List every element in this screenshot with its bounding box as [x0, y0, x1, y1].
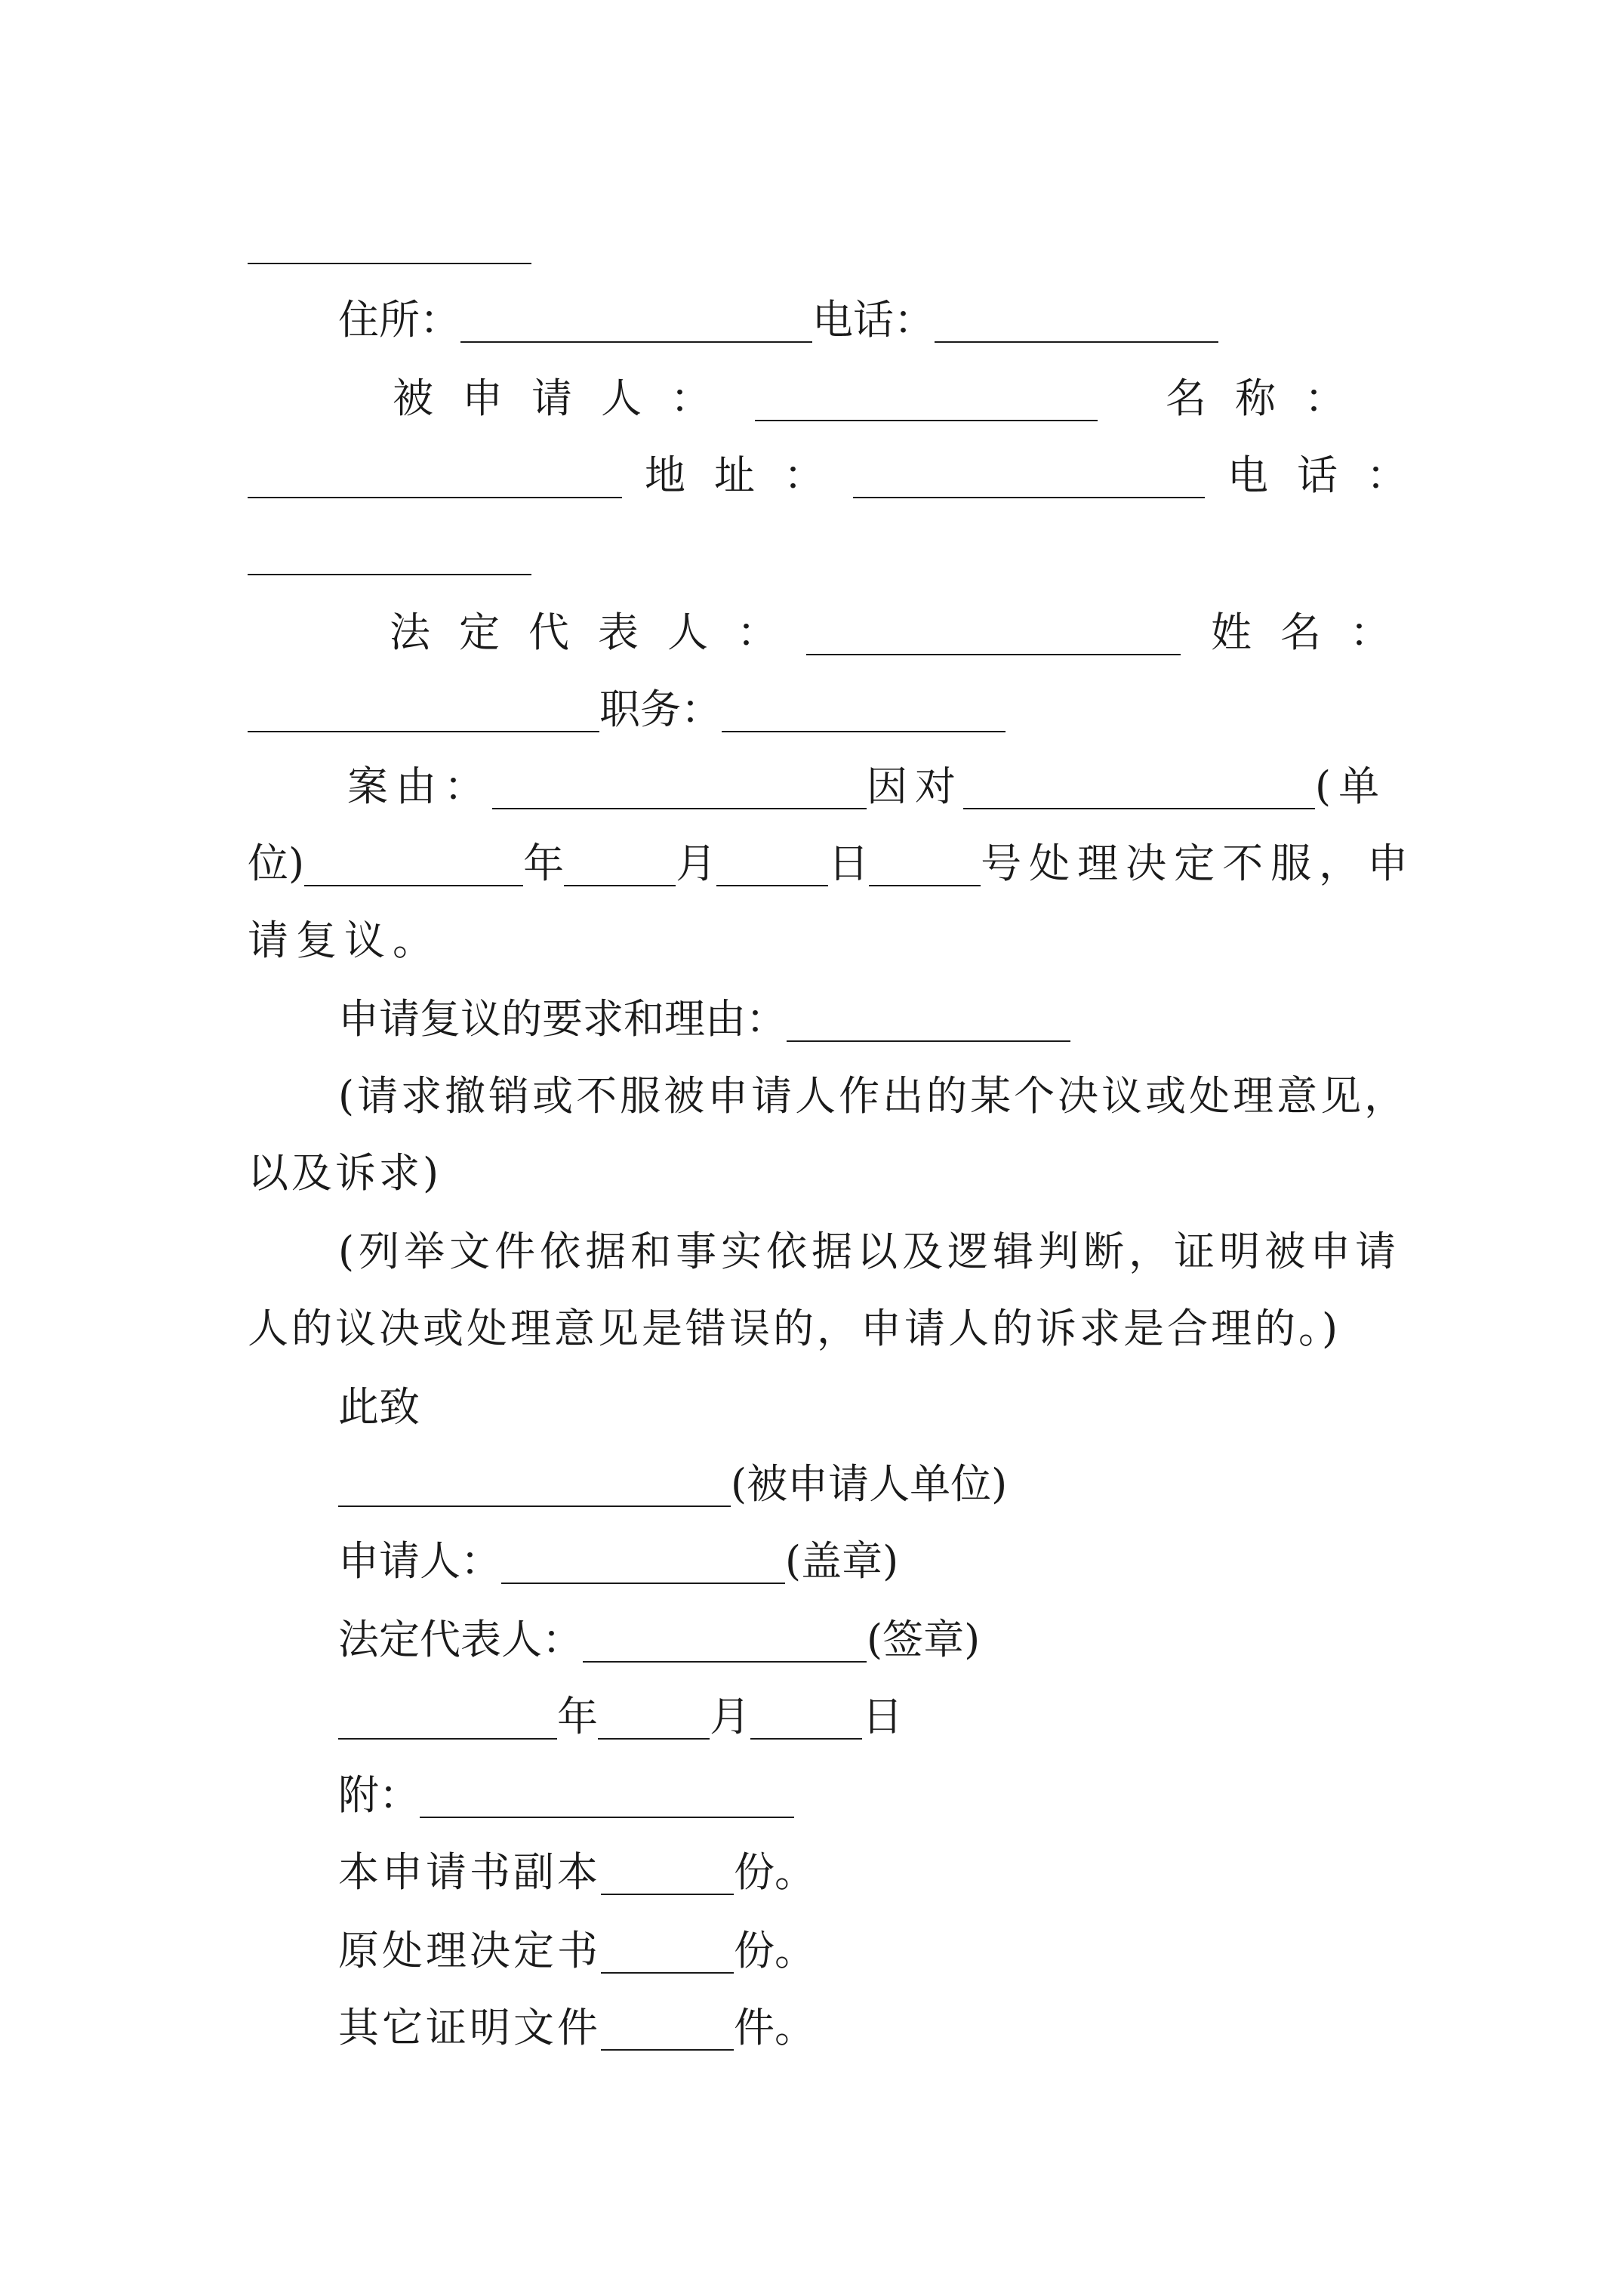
- respondent-address-line: [248, 451, 1436, 500]
- requirements-blank[interactable]: [787, 1003, 1070, 1042]
- legal-rep-blank[interactable]: [806, 616, 1181, 655]
- other-docs-line: [338, 2004, 815, 2052]
- other-docs-label: 其它证明文件: [338, 2004, 601, 2051]
- requirements-line: [338, 995, 1070, 1043]
- person-name-blank[interactable]: [248, 693, 599, 732]
- review-request-line: [248, 917, 441, 965]
- legal-rep-line: [390, 609, 1419, 657]
- address-label: 住所：: [338, 296, 460, 344]
- original-decision-unit: 份。: [734, 1927, 815, 1974]
- number-blank[interactable]: [869, 847, 981, 886]
- original-decision-label: 原处理决定书: [338, 1927, 601, 1974]
- address-blank-2[interactable]: [853, 459, 1205, 498]
- legal-rep-sign-blank[interactable]: [583, 1623, 867, 1663]
- recipient-label: (被申请人单位): [731, 1460, 1008, 1508]
- instruction-text-4: 人的议决或处理意见是错误的，申请人的诉求是合理的。): [248, 1305, 1341, 1352]
- seal-label: (盖章): [785, 1537, 899, 1585]
- sign-day-label: 日: [862, 1693, 903, 1740]
- instruction-text-3: (列举文件依据和事实依据以及逻辑判断，证明被申请: [338, 1228, 1401, 1275]
- applicant-blank[interactable]: [501, 1545, 785, 1584]
- instruction-text-1: (请求撤销或不服被申请人作出的某个决议或处理意见，: [338, 1072, 1409, 1120]
- blank-line-phone: [248, 529, 531, 577]
- signature-label: (签章): [867, 1616, 981, 1663]
- decision-date-line: [248, 840, 1415, 888]
- sign-year-label: 年: [557, 1693, 598, 1740]
- applicant-sign-line: [338, 1537, 898, 1586]
- legal-rep-sign-label: 法定代表人：: [338, 1616, 583, 1663]
- review-request-text: 请复议。: [248, 917, 441, 964]
- copy-count-label: 本申请书副本: [338, 1848, 601, 1896]
- phone-label: 电话：: [812, 296, 935, 344]
- unit-blank[interactable]: [963, 770, 1315, 809]
- cause-label: 案由：: [347, 763, 492, 810]
- applicant-address-line: [338, 296, 1218, 344]
- address-label-2: 地址：: [645, 451, 853, 499]
- recipient-blank[interactable]: [338, 1468, 731, 1507]
- attachment-blank[interactable]: [420, 1779, 794, 1818]
- month-label: 月: [676, 840, 717, 887]
- legal-rep-sign-line: [338, 1616, 980, 1664]
- instruction-text-2: 以及诉求): [248, 1149, 442, 1197]
- year-label: 年: [523, 840, 565, 887]
- unit-close: 位): [248, 840, 305, 887]
- original-decision-blank[interactable]: [601, 1934, 734, 1974]
- requirements-label: 申请复议的要求和理由：: [338, 995, 787, 1043]
- original-decision-line: [338, 1927, 815, 1975]
- instruction-line-1: [338, 1072, 1408, 1120]
- cause-blank[interactable]: [492, 770, 867, 809]
- name-blank[interactable]: [248, 459, 622, 498]
- month-blank[interactable]: [564, 847, 676, 886]
- sign-year-blank[interactable]: [338, 1700, 557, 1740]
- applicant-label: 申请人：: [338, 1537, 501, 1585]
- address-blank[interactable]: [460, 304, 812, 343]
- attachment-label: 附：: [338, 1771, 420, 1819]
- copy-count-line: [338, 1848, 815, 1897]
- name-label: 名称：: [1166, 374, 1374, 422]
- salutation-text: 此致: [338, 1383, 420, 1431]
- instruction-line-2: [248, 1149, 442, 1197]
- instruction-line-4: [248, 1305, 1341, 1353]
- salutation-line: [338, 1383, 420, 1432]
- sign-date-line: [338, 1693, 903, 1741]
- unit-open: (单: [1315, 763, 1387, 810]
- respondent-label: 被申请人：: [393, 374, 740, 422]
- attachment-line: [338, 1771, 794, 1820]
- blank[interactable]: [248, 225, 531, 264]
- regarding-label: 因对: [867, 763, 963, 810]
- recipient-line: [338, 1460, 1007, 1509]
- blank-line-top: [248, 217, 531, 266]
- day-label: 日: [828, 840, 870, 887]
- other-docs-unit: 件。: [734, 2004, 815, 2051]
- phone-label-2: 电话：: [1227, 451, 1436, 499]
- instruction-line-3: [338, 1228, 1400, 1276]
- sign-month-blank[interactable]: [598, 1700, 710, 1740]
- respondent-blank[interactable]: [755, 382, 1098, 421]
- phone-blank[interactable]: [935, 304, 1218, 343]
- person-name-label: 姓名：: [1211, 609, 1419, 656]
- legal-rep-label: 法定代表人：: [390, 609, 806, 656]
- sign-day-blank[interactable]: [750, 1700, 862, 1740]
- respondent-line: [393, 374, 1374, 423]
- day-blank[interactable]: [716, 847, 828, 886]
- position-label: 职务：: [599, 686, 722, 733]
- position-blank[interactable]: [722, 693, 1006, 732]
- year-blank[interactable]: [304, 847, 523, 886]
- decision-text: 号处理决定不服，申: [981, 840, 1416, 887]
- cause-line: [347, 763, 1387, 811]
- other-docs-blank[interactable]: [601, 2011, 734, 2051]
- copy-count-unit: 份。: [734, 1848, 815, 1896]
- position-line: [248, 686, 1006, 734]
- blank[interactable]: [248, 536, 531, 575]
- copy-count-blank[interactable]: [601, 1856, 734, 1895]
- sign-month-label: 月: [710, 1693, 750, 1740]
